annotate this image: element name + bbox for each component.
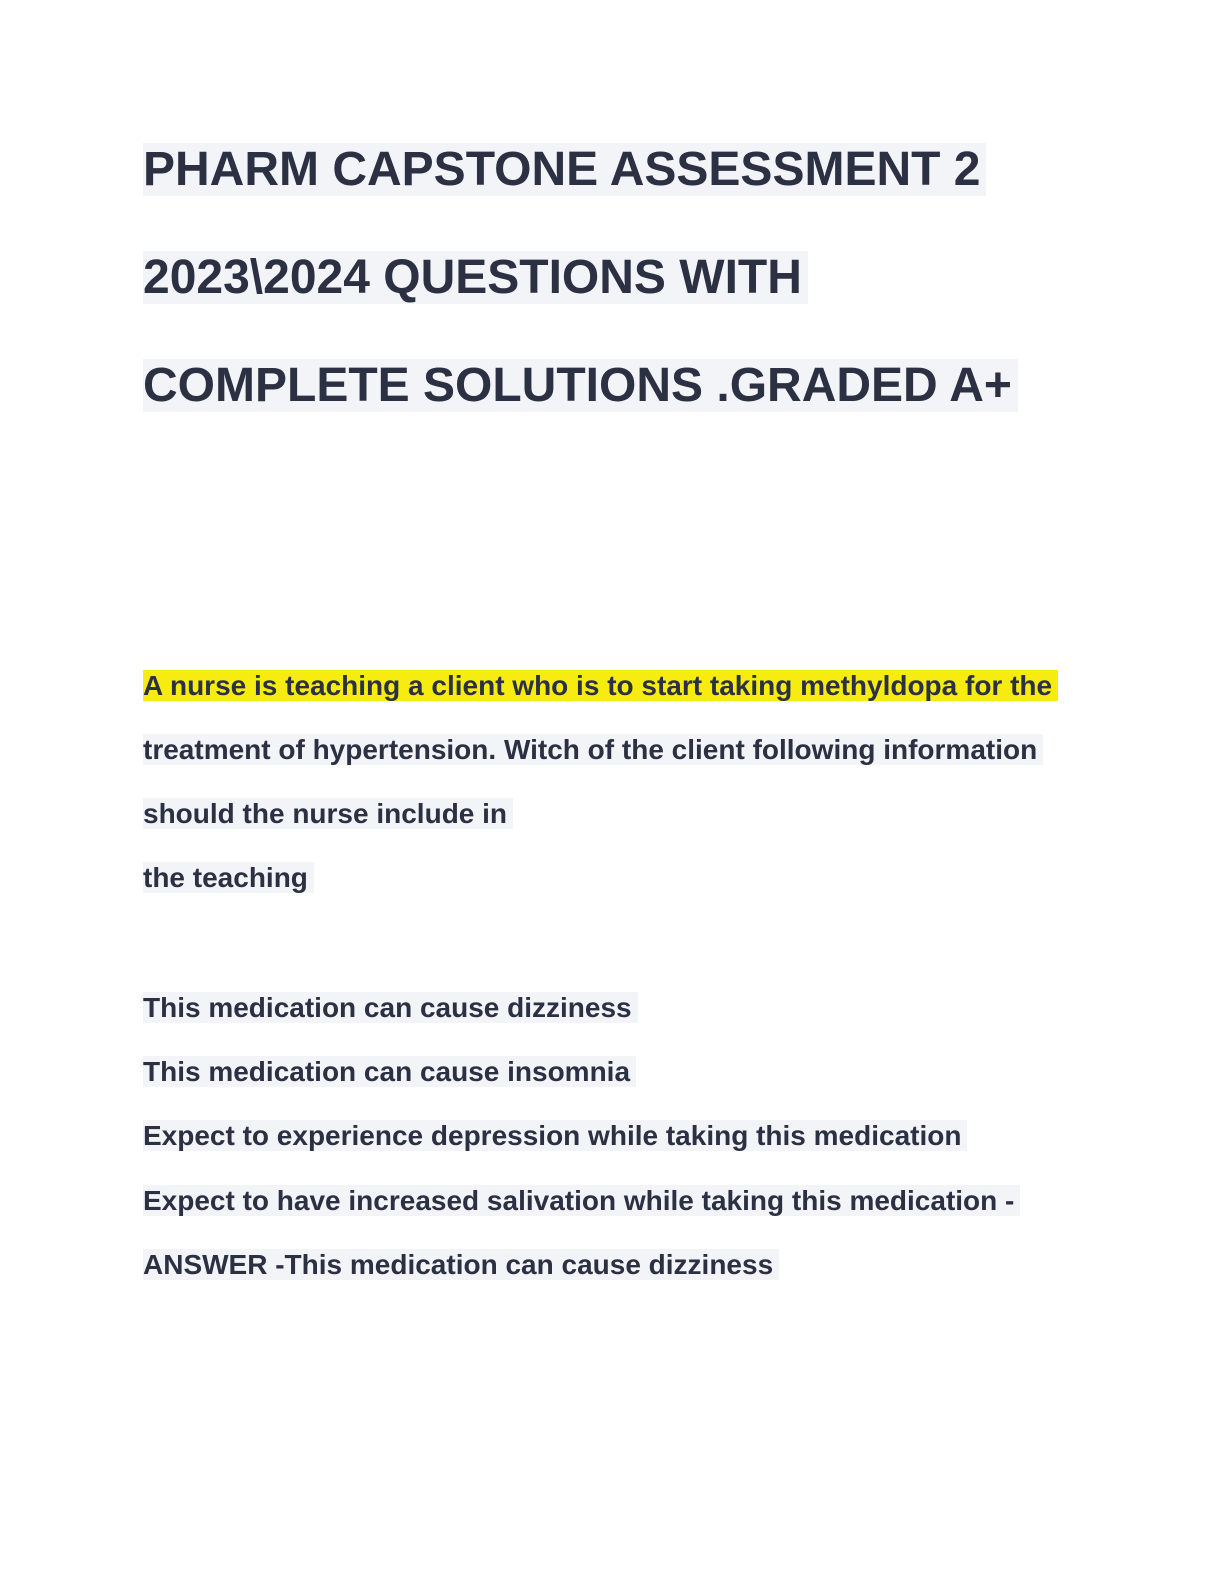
option-line-3-text: Expect to experience depression while taking this medication [143,1120,967,1151]
option-line-2 [143,1056,636,1088]
question-line-2-text: treatment of hypertension. Witch of the client following information [143,734,1043,765]
question-line-1-highlighted-text: A nurse is teaching a client who is to start taking methyldopa for the [143,670,1058,701]
title-line-3-text: COMPLETE SOLUTIONS .GRADED A+ [143,359,1018,412]
title-line-2 [143,250,808,306]
option-line-4-text: Expect to have increased salivation while taking this medication - [143,1185,1020,1216]
question-line-3-text: should the nurse include in [143,798,513,829]
option-line-1 [143,992,638,1024]
option-line-4 [143,1185,1020,1217]
question-line-2 [143,734,1043,766]
option-line-1-text: This medication can cause dizziness [143,992,638,1023]
question-line-4 [143,862,314,894]
title-line-2-text: 2023\2024 QUESTIONS WITH [143,251,808,304]
option-line-3 [143,1120,967,1152]
question-line-3 [143,798,513,830]
answer-line-text: ANSWER -This medication can cause dizziness [143,1249,779,1280]
answer-line [143,1249,779,1281]
question-line-1 [143,670,1058,702]
question-line-4-text: the teaching [143,862,314,893]
option-line-2-text: This medication can cause insomnia [143,1056,636,1087]
title-line-3 [143,358,1018,414]
title-line-1 [143,142,986,198]
title-line-1-text: PHARM CAPSTONE ASSESSMENT 2 [143,143,986,196]
